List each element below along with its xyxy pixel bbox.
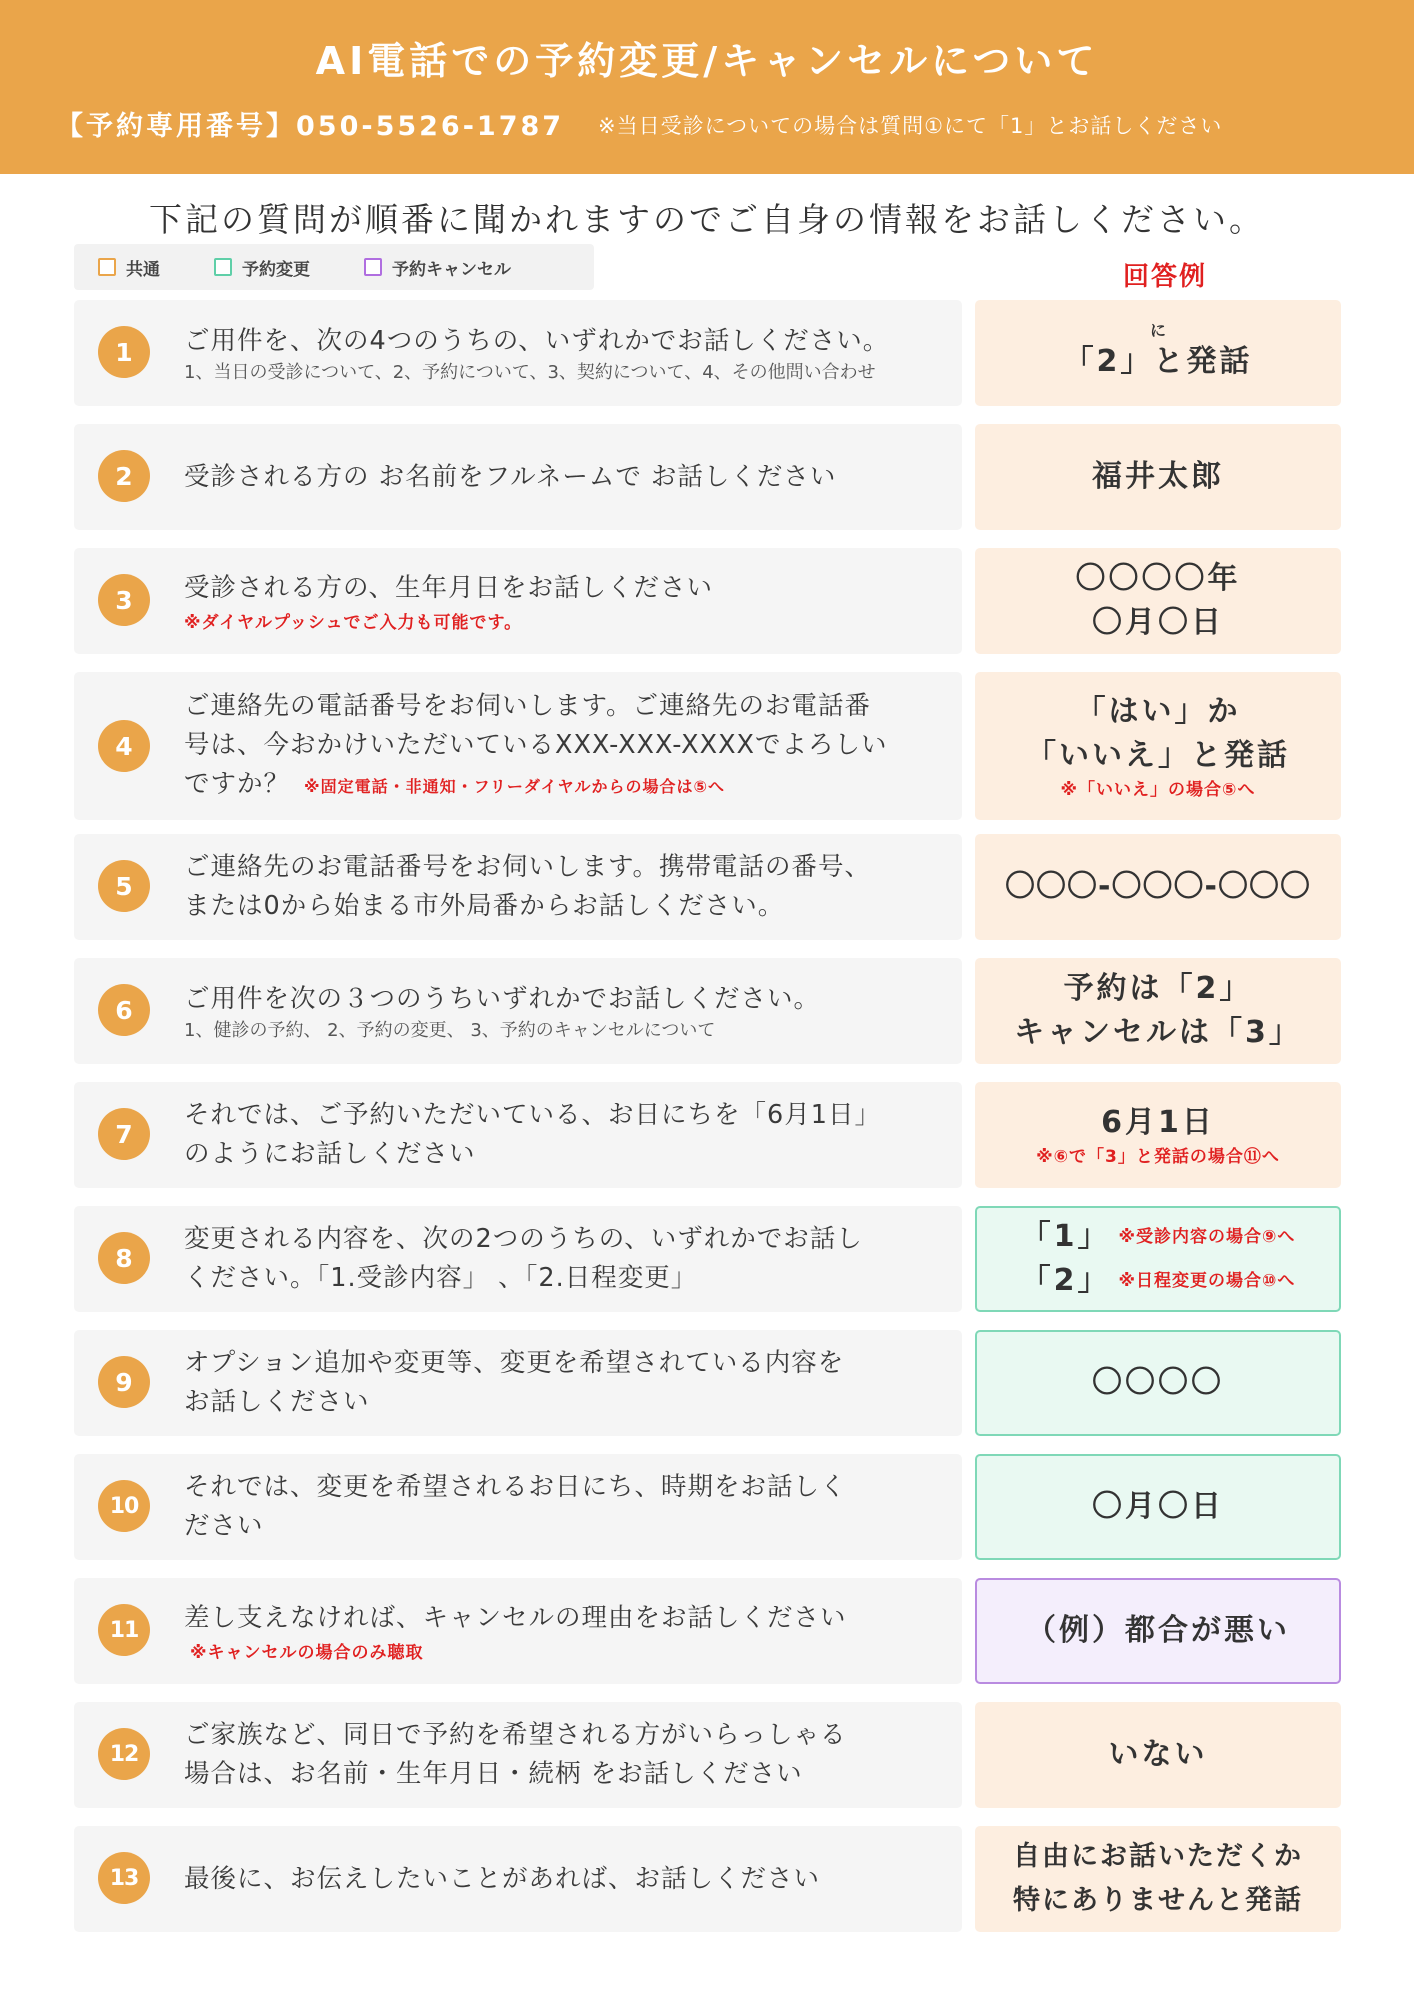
answer-card-7 bbox=[975, 1082, 1341, 1188]
question-number-badge: 9 bbox=[98, 1356, 150, 1408]
answer-card-11 bbox=[975, 1578, 1341, 1684]
legend-label: 予約キャンセル bbox=[392, 259, 511, 280]
question-text-line1: それでは、ご予約いただいている、お日にちを「6月1日」 bbox=[184, 1100, 881, 1130]
answer-text-line2: 〇月〇日 bbox=[1092, 605, 1224, 640]
question-number-badge: 3 bbox=[98, 574, 150, 626]
answer-text: 「2」と発話 bbox=[1063, 344, 1253, 379]
answer-card-9 bbox=[975, 1330, 1341, 1436]
answer-card-1 bbox=[975, 300, 1341, 406]
answer-red-note: ※受診内容の場合⑨へ bbox=[1118, 1227, 1296, 1247]
answer-card-13 bbox=[975, 1826, 1341, 1932]
answer-text-line2: キャンセルは「3」 bbox=[1014, 1015, 1302, 1050]
question-red-note: ※固定電話・非通知・フリーダイヤルからの場合は⑤へ bbox=[304, 776, 725, 796]
answer-text-line1: 「はい」か bbox=[1075, 694, 1241, 729]
question-text: 受診される方の お名前をフルネームで お話しください bbox=[184, 461, 837, 492]
answer-card-4 bbox=[975, 672, 1341, 820]
question-number-badge: 8 bbox=[98, 1232, 150, 1284]
question-text-line2: 号は、今おかけいただいているXXX-XXX-XXXXでよろしい bbox=[184, 729, 888, 760]
answer-text: 〇〇〇-〇〇〇-〇〇〇 bbox=[1005, 869, 1311, 904]
question-text-line2: ださい bbox=[184, 1511, 264, 1541]
answer-card-12 bbox=[975, 1702, 1341, 1808]
legend-swatch-green-icon bbox=[214, 258, 232, 276]
question-red-note: ※キャンセルの場合のみ聴取 bbox=[190, 1643, 424, 1663]
answer-option: 「1」 bbox=[1020, 1219, 1111, 1254]
answer-example-heading: 回答例 bbox=[1122, 262, 1207, 292]
question-card-13 bbox=[74, 1826, 962, 1932]
question-text-line1: 変更される内容を、次の2つのうちの、いずれかでお話し bbox=[184, 1224, 863, 1254]
answer-red-note: ※⑥で「3」と発話の場合⑪へ bbox=[1036, 1147, 1280, 1167]
question-number-badge: 6 bbox=[98, 984, 150, 1036]
question-text-line2: ください。「1.受診内容」 、「2.日程変更」 bbox=[184, 1263, 698, 1293]
question-card-12 bbox=[74, 1702, 962, 1808]
question-number-badge: 12 bbox=[98, 1728, 150, 1780]
question-text-line1: オプション追加や変更等、変更を希望されている内容を bbox=[184, 1348, 845, 1378]
reservation-phone-number: 【予約専用番号】050-5526-1787 bbox=[56, 111, 565, 142]
legend-item-change bbox=[214, 255, 310, 280]
answer-card-5 bbox=[975, 834, 1341, 940]
question-text-line1: ご家族など、同日で予約を希望される方がいらっしゃる bbox=[184, 1720, 847, 1750]
answer-text: 〇〇〇〇 bbox=[1092, 1365, 1224, 1400]
answer-card-2 bbox=[975, 424, 1341, 530]
answer-text: 福井太郎 bbox=[1092, 459, 1224, 494]
legend bbox=[74, 244, 594, 290]
answer-text: 〇月〇日 bbox=[1092, 1489, 1224, 1524]
answer-card-10 bbox=[975, 1454, 1341, 1560]
instruction-text: 下記の質問が順番に聞かれますのでご自身の情報をお話しください。 bbox=[149, 200, 1265, 239]
question-text-line1: ご連絡先のお電話番号をお伺いします。携帯電話の番号、 bbox=[184, 852, 871, 882]
answer-red-note: ※日程変更の場合⑩へ bbox=[1118, 1271, 1296, 1291]
question-number-badge: 5 bbox=[98, 860, 150, 912]
question-number-badge: 1 bbox=[98, 326, 150, 378]
question-card-5 bbox=[74, 834, 962, 940]
question-text-line2: のようにお話しください bbox=[184, 1139, 476, 1169]
question-card-11 bbox=[74, 1578, 962, 1684]
answer-text: （例）都合が悪い bbox=[1026, 1613, 1290, 1648]
answer-card-3 bbox=[975, 548, 1341, 654]
question-subtext: 1、当日の受診について、2、予約について、3、契約について、4、その他問い合わせ bbox=[184, 361, 876, 383]
question-card-8 bbox=[74, 1206, 962, 1312]
answer-option-row-1 bbox=[1021, 1215, 1296, 1259]
question-card-4 bbox=[74, 672, 962, 820]
question-text-line2: お話しください bbox=[184, 1387, 370, 1417]
answer-option-row-2 bbox=[1021, 1259, 1296, 1303]
question-text-line1: それでは、変更を希望されるお日にち、時期をお話しく bbox=[184, 1472, 847, 1502]
question-card-7 bbox=[74, 1082, 962, 1188]
answer-text-line1: 予約は「2」 bbox=[1063, 971, 1253, 1006]
question-card-9 bbox=[74, 1330, 962, 1436]
question-text: 差し支えなければ、キャンセルの理由をお話しください bbox=[184, 1603, 847, 1633]
legend-item-cancel bbox=[364, 255, 511, 280]
question-card-2 bbox=[74, 424, 962, 530]
question-card-3 bbox=[74, 548, 962, 654]
question-text: 受診される方の、生年月日をお話しください bbox=[184, 573, 713, 603]
question-subtext: 1、健診の予約、 2、予約の変更、 3、予約のキャンセルについて bbox=[184, 1019, 716, 1041]
answer-text-line1: 自由にお話いただくか bbox=[1013, 1841, 1303, 1872]
answer-card-6 bbox=[975, 958, 1341, 1064]
legend-swatch-orange-icon bbox=[98, 258, 116, 276]
answer-card-8 bbox=[975, 1206, 1341, 1312]
question-text: 最後に、お伝えしたいことがあれば、お話しください bbox=[184, 1863, 821, 1894]
answer-text-line2: 特にありませんと発話 bbox=[1013, 1885, 1303, 1916]
answer-text: いない bbox=[1108, 1737, 1208, 1772]
question-number-badge: 10 bbox=[98, 1480, 150, 1532]
answer-text-line1: 〇〇〇〇年 bbox=[1075, 561, 1241, 596]
question-number-badge: 13 bbox=[98, 1852, 150, 1904]
question-text: ご用件を次の３つのうちいずれかでお話しください。 bbox=[184, 983, 821, 1014]
legend-item-common bbox=[98, 255, 160, 280]
question-number-badge: 2 bbox=[98, 450, 150, 502]
page-title: AI電話での予約変更/キャンセルについて bbox=[315, 39, 1099, 83]
question-text-line3: ですか？ bbox=[184, 768, 291, 799]
question-text-line2: 場合は、お名前・生年月日・続柄 をお話しください bbox=[184, 1759, 803, 1789]
answer-text-line2: 「いいえ」と発話 bbox=[1026, 738, 1290, 773]
answer-option: 「2」 bbox=[1020, 1263, 1111, 1298]
header-note: ※当日受診についての場合は質問①にて「1」とお話しください bbox=[598, 114, 1223, 138]
answer-text: 6月1日 bbox=[1101, 1105, 1215, 1140]
question-text-line2: または0から始まる市外局番からお話しください。 bbox=[184, 891, 785, 921]
question-number-badge: 7 bbox=[98, 1108, 150, 1160]
question-card-6 bbox=[74, 958, 962, 1064]
answer-small-text: に bbox=[1149, 321, 1166, 340]
question-text: ご用件を、次の4つのうちの、いずれかでお話しください。 bbox=[184, 325, 890, 356]
question-card-10 bbox=[74, 1454, 962, 1560]
question-number-badge: 4 bbox=[98, 720, 150, 772]
question-number-badge: 11 bbox=[98, 1604, 150, 1656]
legend-label: 共通 bbox=[126, 259, 160, 280]
legend-swatch-purple-icon bbox=[364, 258, 382, 276]
legend-label: 予約変更 bbox=[242, 259, 310, 280]
question-red-note: ※ダイヤルプッシュでご入力も可能です。 bbox=[184, 613, 523, 633]
question-text-line1: ご連絡先の電話番号をお伺いします。ご連絡先のお電話番 bbox=[184, 690, 871, 721]
header-banner bbox=[0, 0, 1414, 174]
question-card-1 bbox=[74, 300, 962, 406]
answer-red-note: ※「いいえ」の場合⑤へ bbox=[1060, 780, 1256, 800]
